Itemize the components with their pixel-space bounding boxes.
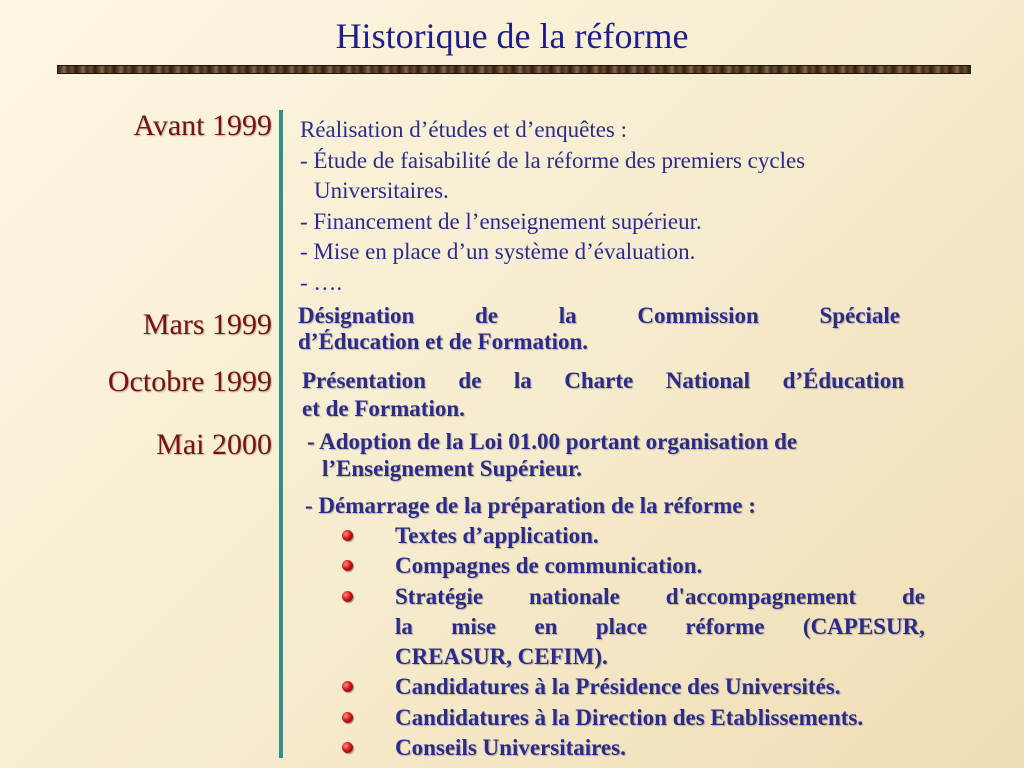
word: la [395,613,413,639]
list-item [340,582,980,673]
avant-1999-item: - Financement de l’enseignement supérieur. [300,208,702,234]
date-mai-2000: Mai 2000 [156,428,272,461]
list-item [340,521,980,551]
date-avant-1999: Avant 1999 [133,109,272,142]
avant-1999-item: - Étude de faisabilité de la réforme des premiers cycles [300,147,806,173]
list-item-text: Compagnes de communication. [395,553,703,579]
avant-1999-item-continued: Universitaires. [314,178,449,203]
list-item [340,551,980,581]
word: la [513,368,532,393]
word: réforme [685,613,765,639]
word: (CAPESUR, [802,613,925,639]
bullet-icon [342,530,353,541]
word: Désignation [298,303,415,328]
word: Stratégie [395,583,484,609]
mars-1999-content [298,303,900,355]
list-item [340,703,980,733]
bullet-icon [342,681,353,692]
date-mars-1999: Mars 1999 [142,308,272,341]
word: de [458,368,482,393]
mars-1999-line-1 [298,303,900,329]
word: d'accompagnement [665,583,857,609]
word: en [534,613,558,639]
word: de [475,303,499,328]
strategie-line-2 [395,612,925,642]
list-item-text: Candidatures à la Direction des Etablissements. [395,704,864,730]
mars-1999-line-2: d’Éducation et de Formation. [298,329,589,354]
word: Charte [564,368,634,393]
bullet-icon [342,560,353,571]
list-item-text: Textes d’application. [395,523,599,548]
mai-2000-adoption [307,428,797,482]
word: National [665,368,751,393]
mai-2000-demarrage: - Démarrage de la préparation de la réforme : [305,493,756,518]
octobre-1999-line-1 [302,367,904,395]
list-item-text: Candidatures à la Présidence des Universités. [395,674,841,700]
avant-1999-content [300,115,805,298]
word: Commission [637,303,759,328]
page-title: Historique de la réforme [335,16,689,56]
bullet-icon [342,591,353,602]
strategie-line-3: CREASUR, CEFIM). [395,644,608,670]
bullet-icon [342,712,353,723]
list-item-text: Conseils Universitaires. [395,735,626,761]
bullet-icon [342,742,353,753]
octobre-1999-line-2: et de Formation. [302,396,465,421]
word: d’Éducation [782,368,904,393]
word: Présentation [302,368,426,393]
word: Spéciale [819,303,900,328]
word: mise [451,613,497,639]
word: place [595,613,647,639]
timeline-line [279,110,283,758]
avant-1999-item: - …. [300,269,343,295]
word: de [901,583,925,609]
avant-1999-heading: Réalisation d’études et d’enquêtes : [300,117,628,142]
list-item [340,672,980,702]
adoption-line-1: - Adoption de la Loi 01.00 portant organisation de [307,429,798,454]
octobre-1999-content [302,367,904,423]
strategie-line-1 [395,582,925,612]
title-divider [57,65,971,74]
adoption-line-2: l’Enseignement Supérieur. [322,456,582,481]
list-item [340,733,980,763]
word: nationale [529,583,620,609]
avant-1999-item: - Mise en place d’un système d’évaluation. [300,239,696,264]
word: la [558,303,577,328]
date-octobre-1999: Octobre 1999 [107,365,272,398]
reforme-bullet-list [340,521,980,763]
